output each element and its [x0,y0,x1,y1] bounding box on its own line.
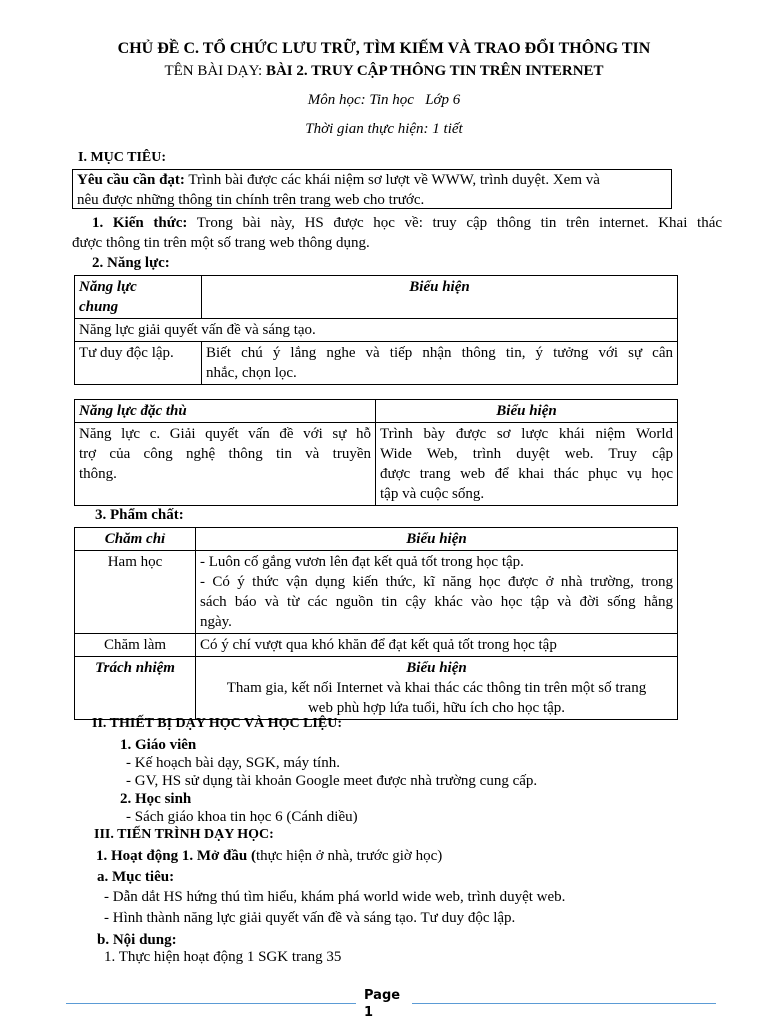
student-heading: 2. Học sinh [120,791,192,807]
general-row1: Năng lực giải quyết vấn đề và sáng tạo. [75,319,678,342]
qualities-r1-c1: Ham học [75,551,196,634]
specific-c2-line3: được trang web để khai thác phục vụ học [380,466,673,482]
student-item-1: - Sách giáo khoa tin học 6 (Cánh diều) [126,809,358,825]
qualities-r1-line4: ngày. [200,614,232,630]
teacher-heading: 1. Giáo viên [120,737,197,753]
general-row2-c2 [202,342,678,385]
qualities-r3-line1: Tham gia, kết nối Internet và khai thác các thông tin trên một số trang [226,680,647,696]
specific-c1-line3: thông. [79,466,117,482]
specific-c2-line2: Wide Web, trình duyệt web. Truy cập [380,446,673,462]
specific-cell-1 [75,423,376,506]
qualities-r1-line2: - Có ý thức vận dụng kiến thức, kĩ năng học được ở nhà trường, trong [200,574,673,590]
knowledge-paragraph [72,213,722,253]
lesson-title [0,63,768,80]
knowledge-text-1: Trong bài này, HS được học về: truy cập thông tin trên internet. Khai thác [187,215,723,231]
general-competency-table [74,275,678,385]
qualities-r3-head: Biểu hiện [406,660,467,676]
section3-heading: III. TIẾN TRÌNH DẠY HỌC: [94,827,274,842]
subject-line: Môn học: Tin học Lớp 6 [307,92,461,108]
page-label: Page [364,988,401,1003]
goal-item-1: - Dẫn dắt HS hứng thú tìm hiểu, khám phá world wide web, trình duyệt web. [104,889,566,905]
qualities-col2-header: Biểu hiện [196,528,678,551]
content-heading: b. Nội dung: [97,932,177,948]
qualities-r1-c2 [196,551,678,634]
qualities-r3-line2: web phù hợp lứa tuổi, hữu ích cho học tập. [307,700,566,716]
general-col1-header [75,276,202,319]
qualities-heading: 3. Phẩm chất: [95,507,184,523]
specific-competency-table [74,399,678,506]
footer-rule-left [66,1003,356,1004]
qualities-table [74,527,678,720]
page-footer [364,987,400,1021]
goal-item-2: - Hình thành năng lực giải quyết vấn đề và sáng tạo. Tư duy độc lập. [104,910,516,926]
knowledge-label: 1. Kiến thức: [92,215,188,231]
specific-c1-line1: Năng lực c. Giải quyết vấn đề với sự hỗ [79,426,371,442]
specific-col1-header: Năng lực đặc thù [75,400,376,423]
general-col1-line1: Năng lực [79,279,137,295]
knowledge-text-2: được thông tin trên một số trang web thông dụng. [72,235,370,251]
goal-heading: a. Mục tiêu: [97,869,175,885]
lesson-prefix: TÊN BÀI DẠY: [164,63,266,79]
general-col2-header: Biểu hiện [202,276,678,319]
content-item-1: 1. Thực hiện hoạt động 1 SGK trang 35 [104,949,342,965]
specific-c1-line2: trợ của công nghệ thông tin và truyền [79,446,371,462]
teacher-item-1: - Kế hoạch bài dạy, SGK, máy tính. [126,755,340,771]
general-row2-c2-line1: Biết chú ý lắng nghe và tiếp nhận thông tin, ý tưởng với sự cân [206,345,673,361]
general-row2-c2-line2: nhắc, chọn lọc. [206,365,297,381]
activity-line [96,848,442,865]
qualities-r1-line1: - Luôn cố gắng vươn lên đạt kết quả tốt trong học tập. [200,554,524,570]
specific-c2-line4: tập và cuộc sống. [380,486,485,502]
page-number: 1 [364,1005,374,1020]
qualities-r2-c1: Chăm làm [75,634,196,657]
footer-rule-right [412,1003,716,1004]
section2-heading: II. THIẾT BỊ DẠY HỌC VÀ HỌC LIỆU: [92,716,342,731]
general-col1-line2: chung [79,299,119,315]
section1-heading: I. MỤC TIÊU: [78,150,167,165]
qualities-col1-header: Chăm chỉ [75,528,196,551]
competency-heading: 2. Năng lực: [92,255,170,271]
requirement-label: Yêu cầu cần đạt: [77,172,185,188]
requirement-text-1: Trình bài được các khái niệm sơ lượt về WWW, trình duyệt. Xem và [184,172,600,188]
general-row2-c1: Tư duy độc lập. [75,342,202,385]
qualities-r2-c2: Có ý chí vượt qua khó khăn để đạt kết quả tốt trong học tập [196,634,678,657]
specific-cell-2 [376,423,678,506]
activity-note: thực hiện ở nhà, trước giờ học) [256,848,443,864]
qualities-r3-c2 [196,657,678,720]
topic-title: CHỦ ĐỀ C. TỔ CHỨC LƯU TRỮ, TÌM KIẾM VÀ TRAO ĐỔI THÔNG TIN [117,40,651,57]
qualities-r3-c1: Trách nhiệm [75,657,196,720]
qualities-r1-line3: sách báo và từ các nguồn tin cậy khác vào học tập và đời sống hằng [200,594,673,610]
specific-col2-header: Biểu hiện [376,400,678,423]
duration-line: Thời gian thực hiện: 1 tiết [305,121,463,137]
teacher-item-2: - GV, HS sử dụng tài khoản Google meet được nhà trường cung cấp. [126,773,538,789]
requirement-text-2: nêu được những thông tin chính trên trang web cho trước. [77,192,425,208]
activity-label: 1. Hoạt động 1. Mở đầu ( [96,848,256,864]
requirement-box [72,169,672,209]
lesson-name: BÀI 2. TRUY CẬP THÔNG TIN TRÊN INTERNET [265,63,604,79]
specific-c2-line1: Trình bày được sơ lược khái niệm World [380,426,673,442]
